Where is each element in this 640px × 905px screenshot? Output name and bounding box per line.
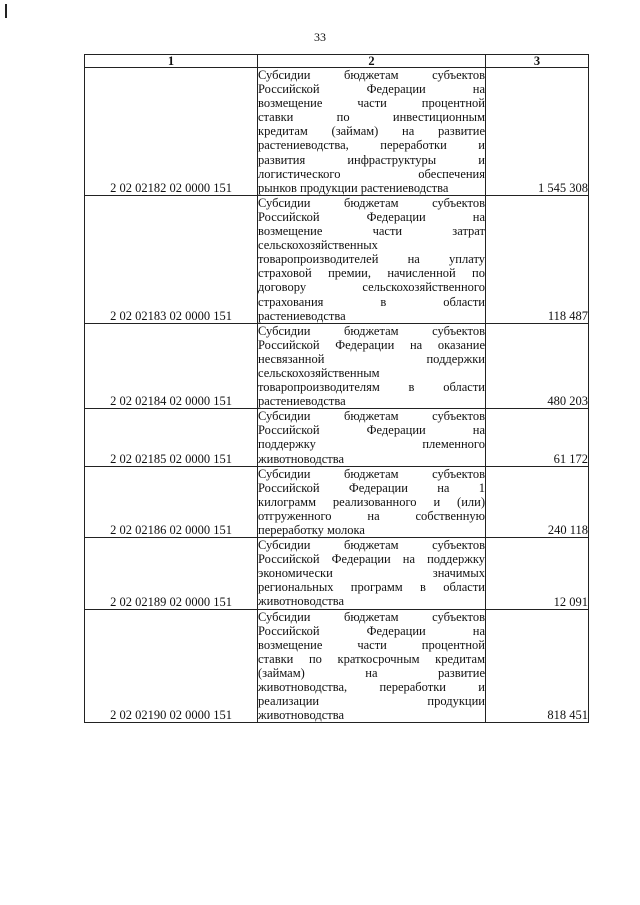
amount-cell: 818 451 <box>486 609 589 723</box>
table-header-row <box>85 55 589 68</box>
description-line: сельскохозяйственных <box>258 238 378 253</box>
table-row <box>85 409 589 466</box>
description-line: Российской Федерации на <box>258 209 485 224</box>
amount-cell: 480 203 <box>486 323 589 409</box>
description-line: Российской Федерации на <box>258 423 485 438</box>
description-line: Российской Федерации на 1 <box>258 480 485 495</box>
budget-code-cell: 2 02 02190 02 0000 151 <box>85 609 258 723</box>
table-row <box>85 323 589 409</box>
column-header-description: 2 <box>258 55 486 68</box>
description-line: килограмм реализованного и (или) <box>258 494 485 509</box>
description-line: переработку молока <box>258 523 365 537</box>
description-line: Российской Федерации на поддержку <box>258 552 485 567</box>
table-row <box>85 195 589 323</box>
description-cell <box>258 609 486 723</box>
budget-code-cell: 2 02 02182 02 0000 151 <box>85 68 258 196</box>
description-line: животноводства <box>258 451 344 466</box>
description-line: страховой премии, начисленной по <box>258 266 485 281</box>
description-line: возмещение части процентной <box>258 637 485 652</box>
description-line: товаропроизводителям в области <box>258 380 485 395</box>
description-line: региональных программ в области <box>258 580 485 595</box>
description-line: Субсидии бюджетам субъектов <box>258 538 485 553</box>
description-line: животноводства, переработки и <box>258 680 485 695</box>
description-line: Субсидии бюджетам субъектов <box>258 609 485 624</box>
table-body <box>85 68 589 723</box>
amount-cell: 1 545 308 <box>486 68 589 196</box>
description-line: растениеводства <box>258 394 346 409</box>
description-line: развития инфраструктуры и <box>258 152 485 167</box>
budget-code-cell: 2 02 02184 02 0000 151 <box>85 323 258 409</box>
budget-code-cell: 2 02 02183 02 0000 151 <box>85 195 258 323</box>
amount-cell: 240 118 <box>486 466 589 537</box>
description-line: животноводства <box>258 708 344 723</box>
description-line: Субсидии бюджетам субъектов <box>258 409 485 424</box>
description-cell <box>258 195 486 323</box>
description-line: логистического обеспечения <box>258 166 485 181</box>
description-line: экономически значимых <box>258 566 485 581</box>
table-row <box>85 609 589 723</box>
page-edge-mark <box>5 4 7 18</box>
page-number: 33 <box>314 30 326 44</box>
budget-code-cell: 2 02 02185 02 0000 151 <box>85 409 258 466</box>
amount-cell: 12 091 <box>486 538 589 609</box>
description-line: Субсидии бюджетам субъектов <box>258 195 485 210</box>
amount-cell: 61 172 <box>486 409 589 466</box>
description-cell <box>258 409 486 466</box>
description-line: сельскохозяйственным <box>258 365 380 380</box>
description-cell <box>258 323 486 409</box>
description-line: Российской Федерации на <box>258 623 485 638</box>
budget-table <box>84 54 589 723</box>
amount-cell: 118 487 <box>486 195 589 323</box>
description-line: товаропроизводителей на уплату <box>258 252 485 267</box>
description-line: отгруженного на собственную <box>258 508 485 523</box>
description-line: растениеводства, переработки и <box>258 138 485 153</box>
description-line: Субсидии бюджетам субъектов <box>258 466 485 481</box>
budget-code-cell: 2 02 02189 02 0000 151 <box>85 538 258 609</box>
table-row <box>85 466 589 537</box>
description-cell <box>258 466 486 537</box>
description-line: растениеводства <box>258 308 346 323</box>
description-line: кредитам (займам) на развитие <box>258 124 485 139</box>
description-line: (займам) на развитие <box>258 665 485 680</box>
table-row <box>85 68 589 196</box>
description-line: договору сельскохозяйственного <box>258 280 485 295</box>
description-line: страхования в области <box>258 294 485 309</box>
description-line: несвязанной поддержки <box>258 351 485 366</box>
description-line: Российской Федерации на <box>258 82 485 97</box>
description-line: возмещение части затрат <box>258 224 485 239</box>
table-row <box>85 538 589 609</box>
description-line: рынков продукции растениеводства <box>258 180 449 195</box>
description-cell <box>258 538 486 609</box>
description-cell <box>258 68 486 196</box>
description-line: поддержку племенного <box>258 437 485 452</box>
description-line: Российской Федерации на оказание <box>258 337 485 352</box>
description-line: ставки по инвестиционным <box>258 110 485 125</box>
column-header-code: 1 <box>85 55 258 68</box>
description-line: ставки по краткосрочным кредитам <box>258 651 485 666</box>
column-header-amount: 3 <box>486 55 589 68</box>
description-line: возмещение части процентной <box>258 96 485 111</box>
description-line: Субсидии бюджетам субъектов <box>258 323 485 338</box>
description-line: животноводства <box>258 594 344 609</box>
budget-code-cell: 2 02 02186 02 0000 151 <box>85 466 258 537</box>
description-line: реализации продукции <box>258 694 485 709</box>
description-line: Субсидии бюджетам субъектов <box>258 68 485 82</box>
